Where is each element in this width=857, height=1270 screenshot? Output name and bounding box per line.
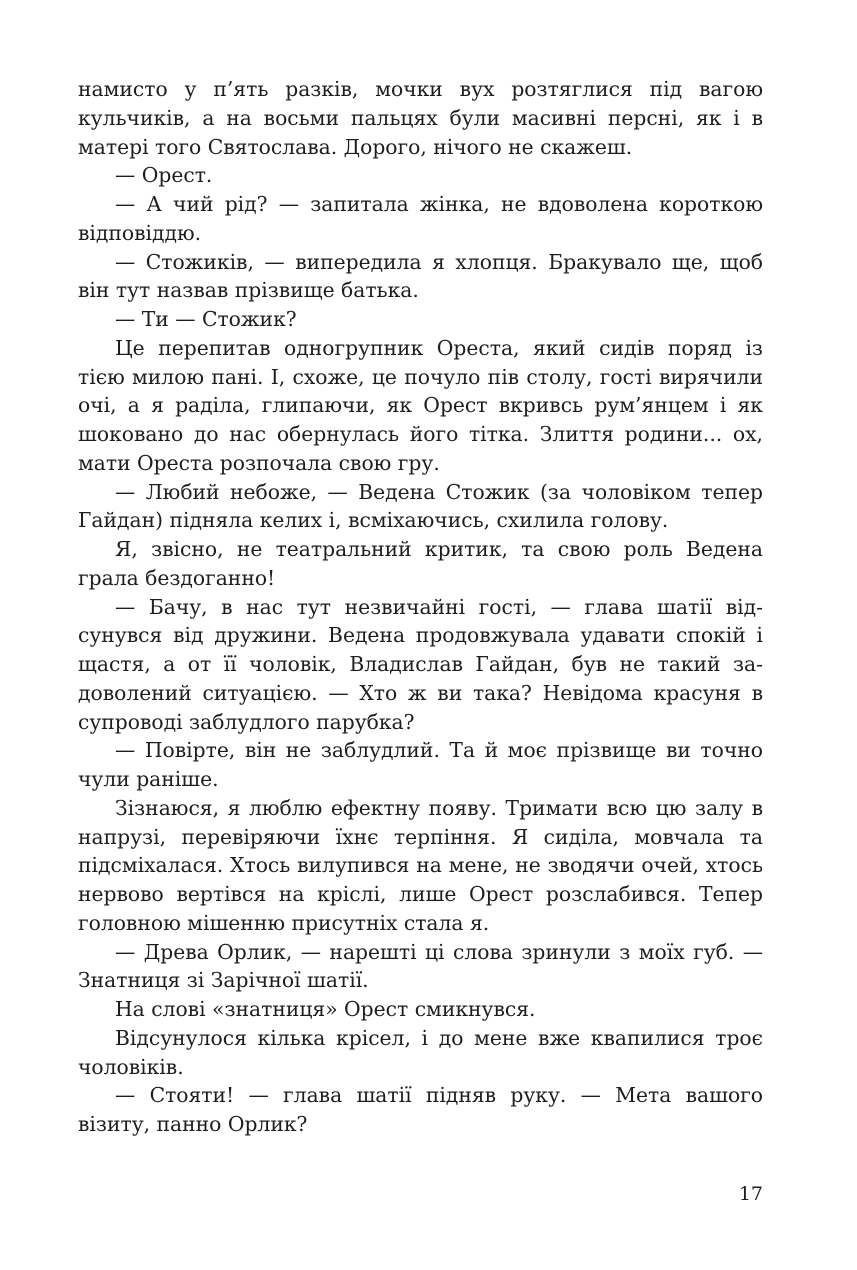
paragraph: — Орест.: [115, 163, 213, 188]
paragraph: — Стояти! — глава шатії підняв руку. — Мета вашого візиту, панно Орлик?: [78, 1083, 763, 1136]
paragraph: Це перепитав одногрупник Ореста, який сидів поряд із тією милою пані. І, схоже, це почуло пів столу, гості вирячили очі, а я раділа, глипаючи, як Орест вкривсь рум’янцем і як шоковано до нас обернулась його тітка. Злиття родини... ох, мати Ореста розпочала свою гру.: [78, 335, 763, 475]
paragraph: — Древа Орлик, — нарешті ці слова зринули з моїх губ. — Знатниця зі Зарічної шатії.: [78, 939, 763, 993]
paragraph: Зізнаюся, я люблю ефектну появу. Тримати всю цю залу в напрузі, перевіряючи їхнє терпіння. Я сиділа, мовчала та підсміхалася. Хтось вилупився на мене, не зводячи очей, хтось нервово вертівся на кріслі, лише Орест розслабився. Тепер головною мішенню присутніх стала я.: [78, 795, 763, 935]
paragraph: — Ти — Стожик?: [115, 307, 297, 331]
paragraph: — Стожиків, — випередила я хлопця. Бракувало ще, щоб він тут назвав прізвище батька.: [78, 249, 763, 303]
paragraph: — Повірте, він не заблудлий. Та й моє прізвище ви точно чули раніше.: [78, 738, 763, 791]
paragraph: — Бачу, в нас тут незвичайні гості, — глава шатії відсунувся від дружини. Ведена продовжувала удавати спокій і щастя, а от її чоловік, Владислав Гайдан, був не такий задоволений ситуацією. — Хто ж ви така? Невідома красуня в супроводі заблудлого парубка?: [78, 594, 763, 734]
paragraph: — Любий небоже, — Ведена Стожик (за чоловіком тепер Гайдан) підняла келих і, всміхаючись, схилила голову.: [78, 479, 763, 533]
paragraph: На слові «знатниця» Орест смикнувся.: [115, 997, 536, 1021]
paragraph: Відсунулося кілька крісел, і до мене вже квапилися троє чоловіків.: [78, 1025, 763, 1079]
page-number: 17: [738, 1183, 763, 1205]
paragraph: намисто у п’ять разків, мочки вух розтяглися під вагою кульчиків, а на восьми пальцях були масивні персні, як і в матері того Святослава. Дорого, нічого не скажеш.: [78, 77, 763, 159]
paragraph: Я, звісно, не театральний критик, та свою роль Ведена грала бездоганно!: [78, 537, 763, 590]
paragraph: — А чий рід? — запитала жінка, не вдоволена короткою відповіддю.: [78, 192, 763, 245]
page-text: [78, 75, 763, 1139]
